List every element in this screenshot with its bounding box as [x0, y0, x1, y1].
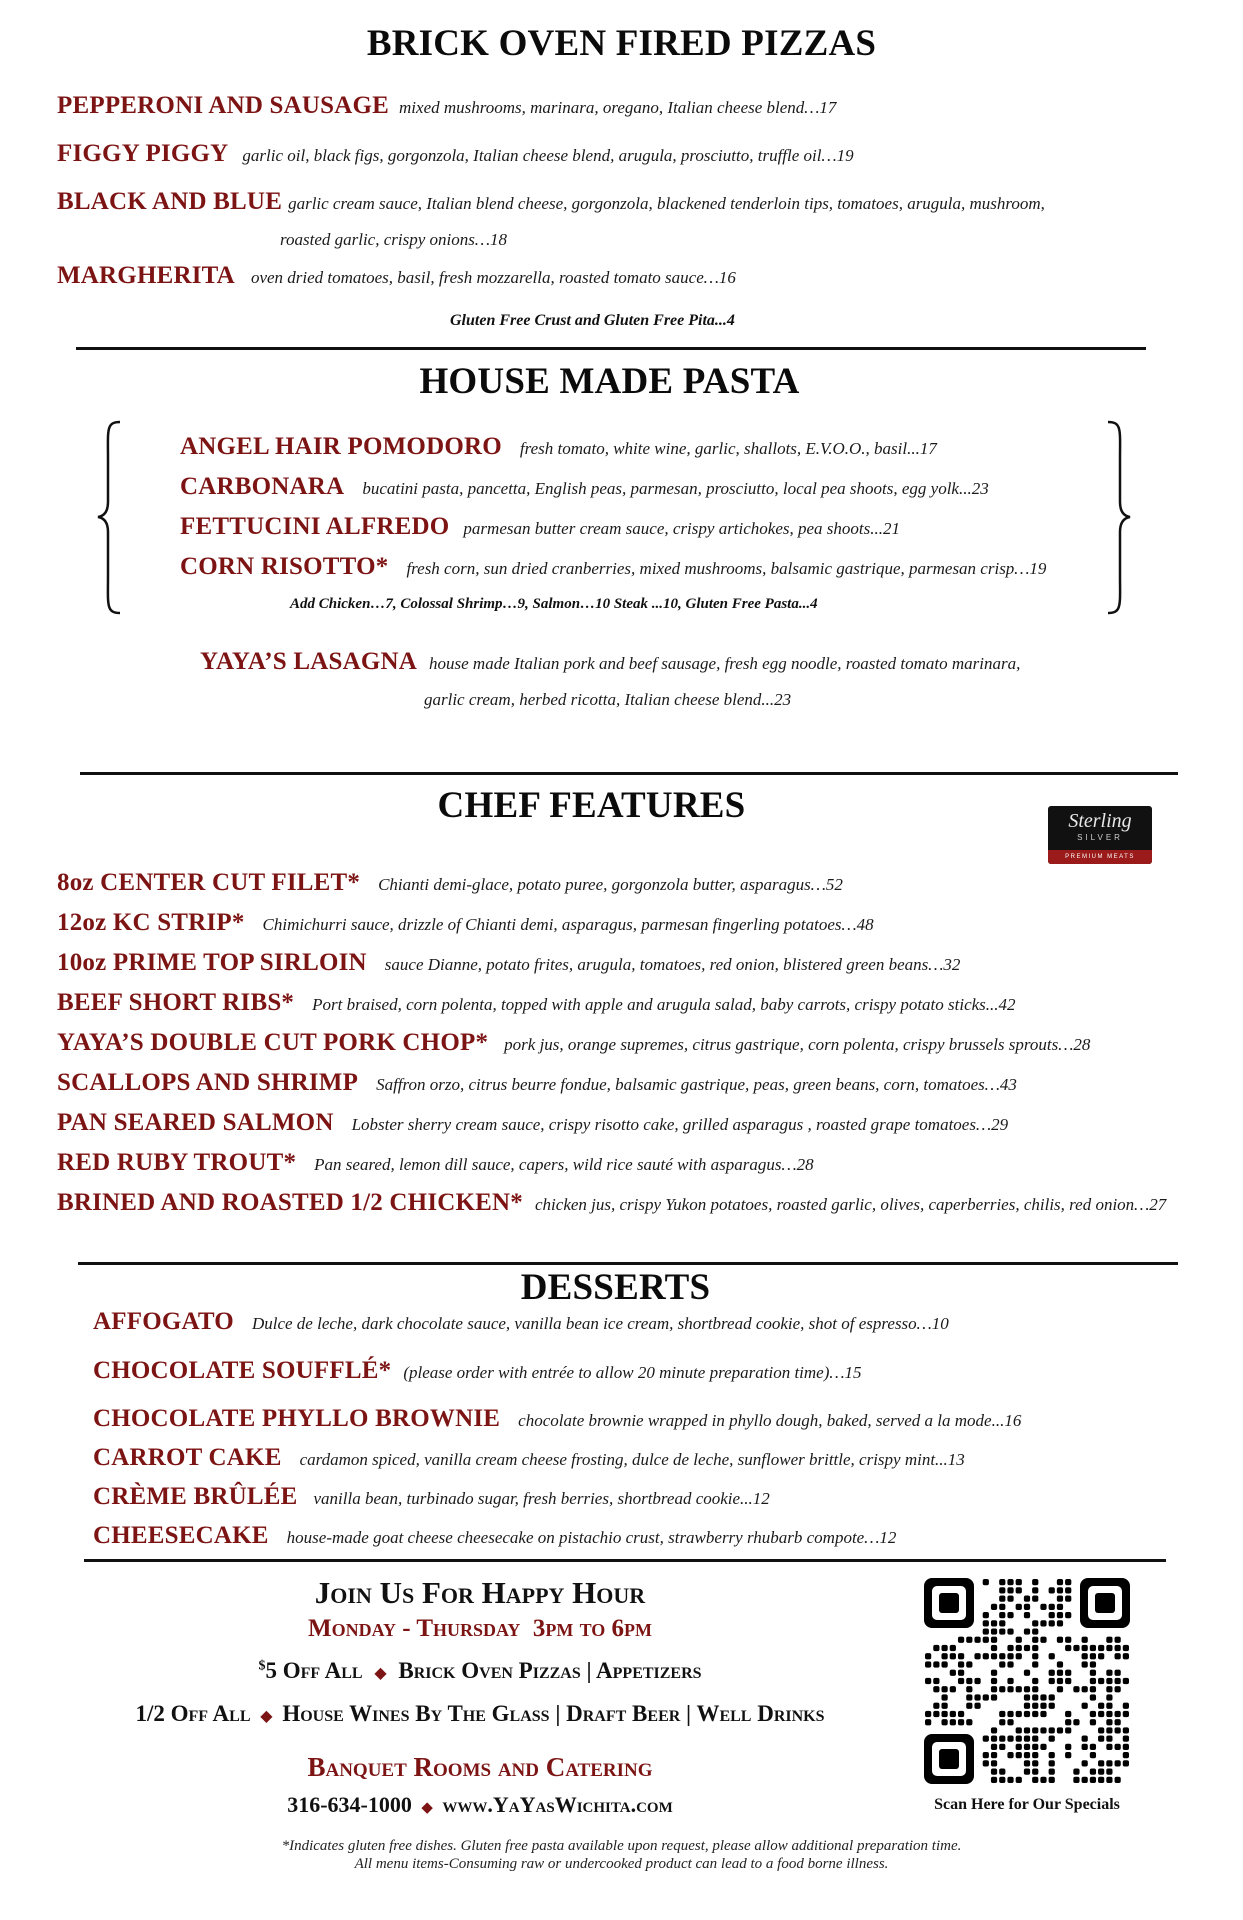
- item-name: CHOCOLATE PHYLLO BROWNIE: [93, 1405, 501, 1432]
- item-name: SCALLOPS AND SHRIMP: [57, 1069, 359, 1096]
- menu-item: [93, 1405, 1021, 1433]
- item-name: CRÈME BRÛLÉE: [93, 1483, 298, 1510]
- item-name: FIGGY PIGGY: [57, 140, 229, 167]
- item-desc: garlic oil, black figs, gorgonzola, Italian cheese blend, arugula, prosciutto, truffle oil…19: [242, 146, 854, 165]
- pizzas-title: BRICK OVEN FIRED PIZZAS: [366, 23, 877, 64]
- qr-caption: Scan Here for Our Specials: [934, 1796, 1120, 1813]
- item-name: BEEF SHORT RIBS*: [57, 989, 295, 1016]
- menu-item: [180, 433, 937, 461]
- right-brace-icon: [1104, 420, 1132, 615]
- gluten-free-note: Gluten Free Crust and Gluten Free Pita...4: [450, 312, 735, 329]
- happy-hour-times: [80, 1615, 880, 1643]
- happy-hour-offer-1: [80, 1658, 880, 1684]
- item-name: AFFOGATO: [93, 1308, 234, 1335]
- diamond-icon: ◆: [374, 1665, 387, 1682]
- features-title: CHEF FEATURES: [437, 785, 746, 826]
- website-link[interactable]: www.YaYasWichita.com: [442, 1792, 673, 1817]
- item-desc: Saffron orzo, citrus beurre fondue, balsamic gastrique, peas, green beans, corn, tomatoes…43: [376, 1075, 1017, 1094]
- phone-number[interactable]: 316-634-1000: [287, 1792, 412, 1817]
- menu-item: [180, 553, 1046, 581]
- item-desc: Chianti demi-glace, potato puree, gorgonzola butter, asparagus…52: [378, 875, 843, 894]
- menu-item: [57, 1149, 814, 1177]
- banquet-heading: Banquet Rooms and Catering: [307, 1752, 653, 1782]
- item-desc: Port braised, corn polenta, topped with apple and arugula salad, baby carrots, crispy potato sticks...42: [312, 995, 1016, 1014]
- menu-item: [57, 140, 854, 168]
- item-name: PEPPERONI AND SAUSAGE: [57, 92, 390, 119]
- item-desc: bucatini pasta, pancetta, English peas, parmesan, prosciutto, local pea shoots, egg yolk...23: [362, 479, 989, 498]
- item-name: MARGHERITA: [57, 262, 235, 289]
- menu-item: [57, 188, 1045, 216]
- menu-item: [93, 1357, 862, 1385]
- left-brace-icon: [96, 420, 124, 615]
- item-desc: house made Italian pork and beef sausage, fresh egg noodle, roasted tomato marinara,: [429, 654, 1021, 673]
- item-desc: garlic cream sauce, Italian blend cheese, gorgonzola, blackened tenderloin tips, tomatoes, arugula, mushroom,: [288, 194, 1045, 213]
- item-desc: Dulce de leche, dark chocolate sauce, vanilla bean ice cream, shortbread cookie, shot of espresso…10: [251, 1314, 949, 1333]
- menu-item: [57, 989, 1016, 1017]
- offer-items: Brick Oven Pizzas | Appetizers: [398, 1658, 702, 1683]
- item-name: RED RUBY TROUT*: [57, 1149, 297, 1176]
- badge-script: Sterling: [1068, 810, 1132, 832]
- menu-item: [93, 1308, 949, 1336]
- item-name: 12oz KC STRIP*: [57, 909, 245, 936]
- item-desc: fresh tomato, white wine, garlic, shallots, E.V.O.O., basil...17: [519, 439, 937, 458]
- pasta-title: HOUSE MADE PASTA: [419, 361, 800, 402]
- item-desc: vanilla bean, turbinado sugar, fresh berries, shortbread cookie...12: [313, 1489, 770, 1508]
- item-name: PAN SEARED SALMON: [57, 1109, 334, 1136]
- item-desc: sauce Dianne, potato frites, arugula, tomatoes, red onion, blistered green beans…32: [384, 955, 961, 974]
- item-name: CHEESECAKE: [93, 1522, 269, 1549]
- item-name: YAYA’S LASAGNA: [200, 648, 417, 675]
- menu-item: [57, 92, 836, 120]
- item-desc-cont: roasted garlic, crispy onions…18: [280, 230, 507, 249]
- item-name: YAYA’S DOUBLE CUT PORK CHOP*: [57, 1029, 489, 1056]
- menu-item: [57, 262, 736, 290]
- section-divider: [78, 1262, 1178, 1265]
- section-divider: [84, 1559, 1166, 1562]
- badge-sub: SILVER: [1077, 833, 1123, 842]
- menu-item: [93, 1444, 965, 1472]
- diamond-icon: ◆: [421, 1800, 433, 1816]
- item-desc: chocolate brownie wrapped in phyllo dough, baked, served a la mode...16: [518, 1411, 1022, 1430]
- offer-items: House Wines By The Glass | Draft Beer | Well Drinks: [282, 1701, 825, 1726]
- item-name: BLACK AND BLUE: [57, 188, 283, 215]
- offer-amount: 1/2 Off All: [135, 1701, 251, 1726]
- item-desc-cont: garlic cream, herbed ricotta, Italian cheese blend...23: [424, 690, 792, 709]
- item-name: ANGEL HAIR POMODORO: [180, 433, 502, 460]
- menu-item: [180, 513, 900, 541]
- badge-tag: PREMIUM MEATS: [1048, 850, 1152, 864]
- menu-item: [57, 1029, 1090, 1057]
- item-desc: house-made goat cheese cheesecake on pistachio crust, strawberry rhubarb compote…12: [286, 1528, 897, 1547]
- item-name: CHOCOLATE SOUFFLÉ*: [93, 1357, 392, 1384]
- menu-item: [57, 909, 874, 937]
- qr-code[interactable]: [924, 1578, 1130, 1784]
- item-name: FETTUCINI ALFREDO: [180, 513, 450, 540]
- menu-item: [180, 473, 989, 501]
- section-divider: [80, 772, 1178, 775]
- pasta-addons: Add Chicken…7, Colossal Shrimp…9, Salmon…10 Steak ...10, Gluten Free Pasta...4: [290, 596, 818, 612]
- item-desc: mixed mushrooms, marinara, oregano, Italian cheese blend…17: [399, 98, 837, 117]
- menu-item: [57, 949, 960, 977]
- menu-item: [93, 1522, 896, 1550]
- item-desc: cardamon spiced, vanilla cream cheese frosting, dulce de leche, sunflower brittle, crispy mint...13: [299, 1450, 965, 1469]
- menu-item: [57, 1189, 1166, 1217]
- item-desc: fresh corn, sun dried cranberries, mixed mushrooms, balsamic gastrique, parmesan crisp…19: [406, 559, 1047, 578]
- dollar-sign: $: [258, 1658, 266, 1674]
- happy-hour-title: Join Us For Happy Hour: [314, 1575, 646, 1610]
- item-desc: Chimichurri sauce, drizzle of Chianti demi, asparagus, parmesan fingerling potatoes…48: [262, 915, 874, 934]
- item-name: CORN RISOTTO*: [180, 553, 389, 580]
- item-desc: chicken jus, crispy Yukon potatoes, roasted garlic, olives, caperberries, chilis, red onion…27: [535, 1195, 1167, 1214]
- item-name: CARROT CAKE: [93, 1444, 282, 1471]
- item-name: CARBONARA: [180, 473, 345, 500]
- menu-item: [93, 1483, 770, 1511]
- happy-hour-days: Monday - Thursday: [308, 1615, 521, 1642]
- menu-item: [57, 1109, 1008, 1137]
- happy-hour-hours: 3pm to 6pm: [532, 1615, 652, 1642]
- item-name: 8oz CENTER CUT FILET*: [57, 869, 361, 896]
- item-desc: parmesan butter cream sauce, crispy artichokes, pea shoots...21: [463, 519, 901, 538]
- footer-gluten-note: *Indicates gluten free dishes. Gluten free pasta available upon request, please allow additional preparation time.: [281, 1838, 962, 1854]
- item-name: 10oz PRIME TOP SIRLOIN: [57, 949, 367, 976]
- menu-item: [200, 648, 1020, 676]
- footer-raw-warning: All menu items-Consuming raw or undercooked product can lead to a food borne illness.: [354, 1856, 889, 1872]
- menu-item: [57, 1069, 1017, 1097]
- diamond-icon: ◆: [260, 1708, 273, 1725]
- desserts-title: DESSERTS: [520, 1267, 711, 1308]
- item-desc: oven dried tomatoes, basil, fresh mozzarella, roasted tomato sauce…16: [250, 268, 736, 287]
- sterling-silver-badge: [1048, 806, 1152, 864]
- item-desc: pork jus, orange supremes, citrus gastrique, corn polenta, crispy brussels sprouts…28: [504, 1035, 1091, 1054]
- offer-amount: 5 Off All: [265, 1658, 363, 1683]
- item-desc: Lobster sherry cream sauce, crispy risotto cake, grilled asparagus , roasted grape tomatoes…29: [351, 1115, 1009, 1134]
- item-desc: Pan seared, lemon dill sauce, capers, wild rice sauté with asparagus…28: [314, 1155, 814, 1174]
- item-desc: (please order with entrée to allow 20 minute preparation time)…15: [403, 1363, 862, 1382]
- section-divider: [76, 347, 1146, 350]
- contact-line: [80, 1792, 880, 1818]
- happy-hour-offer-2: [80, 1701, 880, 1727]
- item-name: BRINED AND ROASTED 1/2 CHICKEN*: [57, 1189, 523, 1216]
- menu-item: [57, 869, 843, 897]
